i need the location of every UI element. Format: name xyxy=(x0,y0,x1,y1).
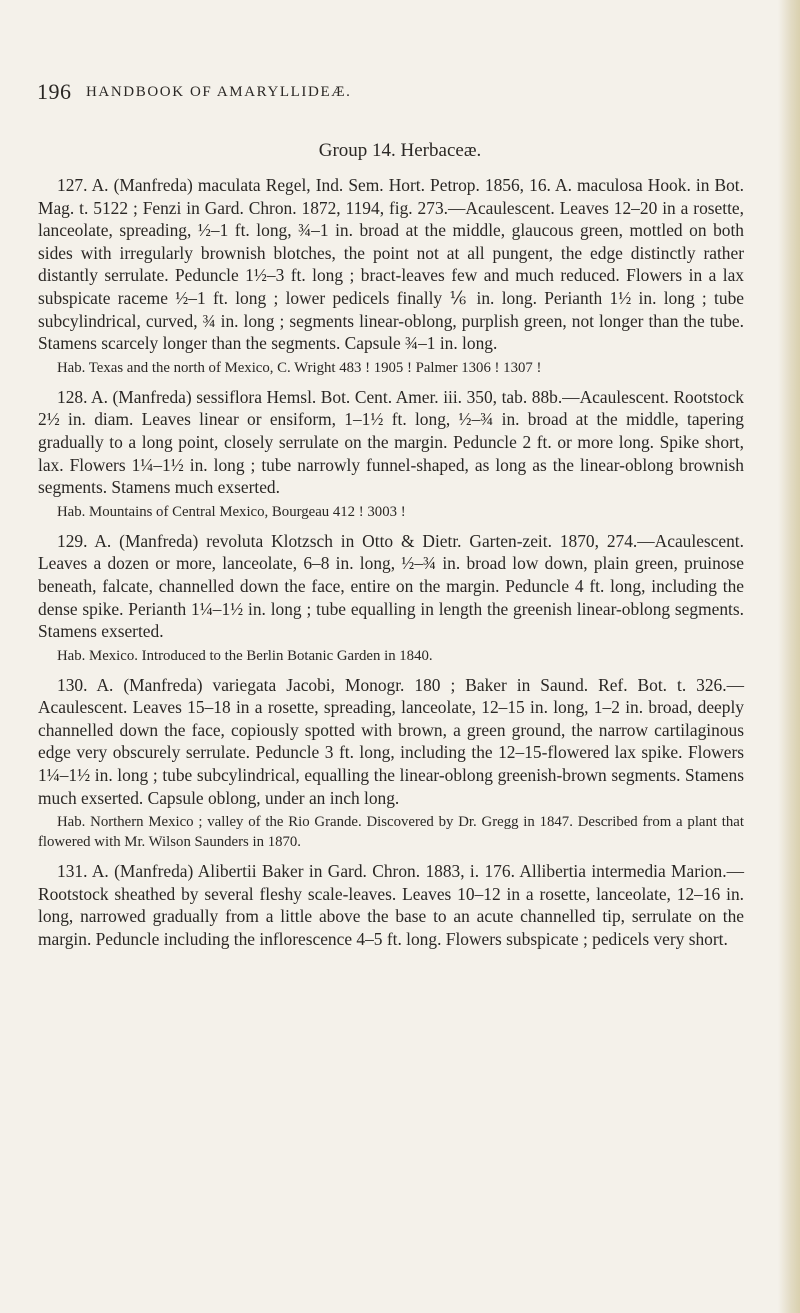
group-title: Group 14. Herbaceæ. xyxy=(318,140,482,161)
entry-131: 131. A. (Manfreda) Alibertii Baker in Gard. Chron. 1883, i. 176. Allibertia intermedia Marion.—Rootstock sheathed by several fleshy scale-leaves. Leaves 10–12 in a rosette, lanceolate, 12–16 in. long, narrowed gradually from a little above the base to an acute channelled tip, serrulate on the margin. Peduncle including the inflorescence 4–5 ft. long. Flowers subspicate ; pedicels very short. xyxy=(38,861,744,950)
entry-127: 127. A. (Manfreda) maculata Regel, Ind. Sem. Hort. Petrop. 1856, 16. A. maculosa Hook. in Bot. Mag. t. 5122 ; Fenzi in Gard. Chron. 1872, 1194, fig. 273.—Acaulescent. Leaves 12–20 in a rosette, lanceolate, spreading, ½–1 ft. long, ¾–1 in. broad at the middle, glaucous green, mottled on both sides with irregularly brownish blotches, the point not at all pungent, the edge distinctly rather distantly serrulate. Peduncle 1½–3 ft. long ; bract-leaves few and much reduced. Flowers in a lax subspicate raceme ½–1 ft. long ; lower pedicels finally ⅙ in. long. Perianth 1½ in. long ; tube subcylindrical, curved, ¾ in. long ; segments linear-oblong, purplish green, not longer than the tube. Stamens scarcely longer than the segments. Capsule ¾–1 in. long. xyxy=(38,175,744,354)
entry-130: 130. A. (Manfreda) variegata Jacobi, Monogr. 180 ; Baker in Saund. Ref. Bot. t. 326.—Acaulescent. Leaves 15–18 in a rosette, spreading, lanceolate, 12–15 in. long, 1–2 in. broad, deeply channelled down the face, copiously spotted with brown, a green ground, the narrow cartilaginous edge very obscurely serrulate. Peduncle 3 ft. long, including the 12–15-flowered lax spike. Flowers 1¼–1½ in. long ; tube subcylindrical, equalling the linear-oblong greenish-brown segments. Stamens much exserted. Capsule oblong, under an inch long. xyxy=(38,674,744,808)
page-body xyxy=(38,174,744,951)
page-number: 196 xyxy=(37,79,72,104)
habitat-128: Hab. Mountains of Central Mexico, Bourgeau 412 ! 3003 ! xyxy=(57,503,406,520)
entry-129: 129. A. (Manfreda) revoluta Klotzsch in Otto & Dietr. Garten-zeit. 1870, 274.—Acaulescent. Leaves a dozen or more, lanceolate, 6–8 in. long, ½–¾ in. broad low down, plain green, pruinose beneath, falcate, channelled down the face, entire on the margin. Peduncle 4 ft. long, including the dense spike. Perianth 1¼–1½ in. long ; tube equalling in length the greenish linear-oblong segments. Stamens exserted. xyxy=(38,530,744,642)
running-head: HANDBOOK OF AMARYLLIDEÆ. xyxy=(86,84,352,100)
habitat-130: Hab. Northern Mexico ; valley of the Rio Grande. Discovered by Dr. Gregg in 1847. Described from a plant that flowered with Mr. Wilson Saunders in 1870. xyxy=(38,814,744,851)
habitat-129: Hab. Mexico. Introduced to the Berlin Botanic Garden in 1840. xyxy=(57,647,433,664)
entry-128: 128. A. (Manfreda) sessiflora Hemsl. Bot. Cent. Amer. iii. 350, tab. 88b.—Acaulescent. Rootstock 2½ in. diam. Leaves linear or ensiform, 1–1½ ft. long, ½–¾ in. broad at the middle, tapering gradually to a long point, closely serrulate on the margin. Peduncle 2 ft. or more long. Spike short, lax. Flowers 1¼–1½ in. long ; tube narrowly funnel-shaped, as long as the linear-oblong brownish segments. Stamens much exserted. xyxy=(38,386,744,498)
page-edge-shadow xyxy=(778,0,800,1313)
habitat-127: Hab. Texas and the north of Mexico, C. Wright 483 ! 1905 ! Palmer 1306 ! 1307 ! xyxy=(57,359,542,376)
